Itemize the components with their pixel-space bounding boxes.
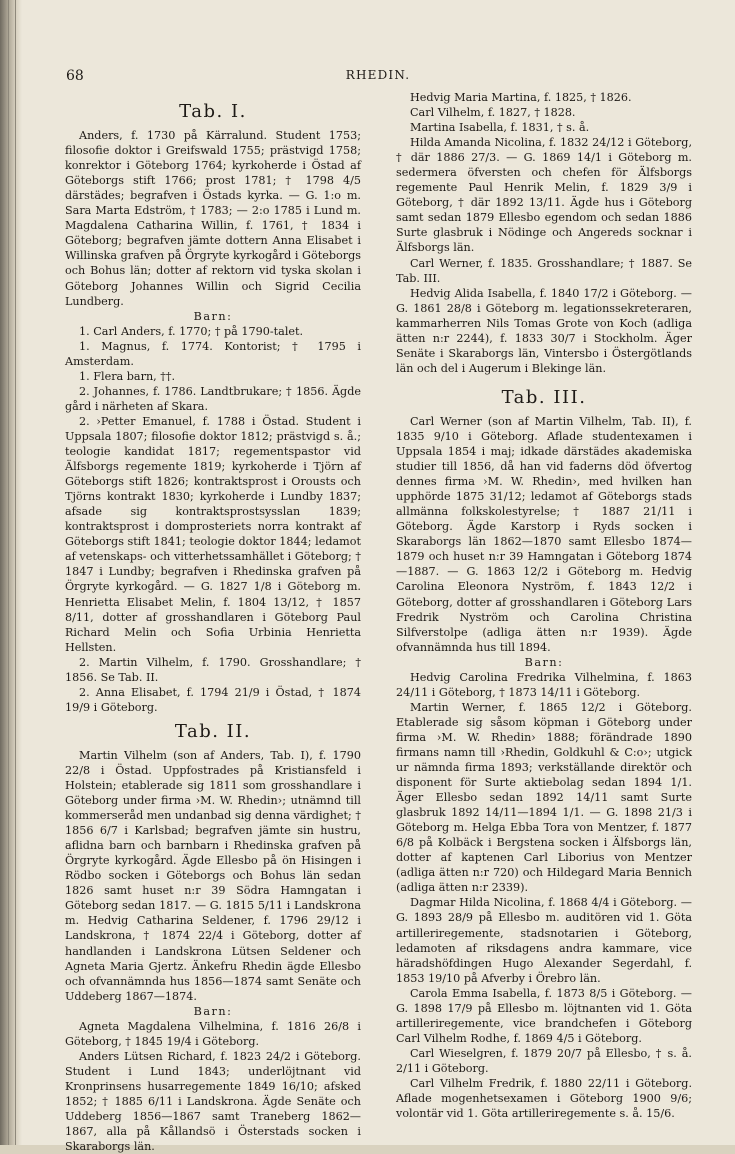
children-label: Barn: bbox=[193, 1004, 233, 1018]
running-title: RHEDIN. bbox=[345, 68, 411, 82]
entry-paragraph: Carl Werner (son af Martin Vilhelm, Tab. II), f. 1835 9/10 i Göteborg. Aflade studentexamen i Uppsala 1854 i maj; idkade därstädes akademiska studier till 1856, då han vid faderns död öfvertog dennes firma ›M. W. Rhedin›, med hvilken han upphörde 1875 31/12; ledamot af Göteborgs stads allmänna folkskolestyrelse; † 1887 21/11 i Göteborg. Ägde Karstorp i Ryds socken i Skaraborgs län 1862—1870 samt Ellesbo 1874—1879 och huset n:r 39 Hamngatan i Göteborg 1874—1887. — G. 1863 12/2 i Göteborg m. Hedvig Carolina Eleonora Nyström, f. 1843 12/2 i Göteborg, dotter af grosshandlaren i Göteborg Lars Fredrik Nyström och Carolina Christina Silfverstolpe (adliga ätten n:r 1939). Ägde ofvannämnda hus till 1894. bbox=[396, 414, 692, 654]
entry-paragraph: Hedvig Alida Isabella, f. 1840 17/2 i Göteborg. — G. 1861 28/8 i Göteborg m. legationssekreteraren, kammarherren Nils Tomas Grote von Koch (adliga ätten n:r 2244), f. 1833 30/7 i Stockholm. Äger Senäte i Skaraborgs län, Vintersbo i Östergötlands län och del i Augerum i Blekinge län. bbox=[396, 286, 692, 375]
entry-paragraph: 2. Johannes, f. 1786. Landtbrukare; † 1856. Ägde gård i närheten af Skara. bbox=[65, 384, 361, 413]
entry-paragraph: 2. Martin Vilhelm, f. 1790. Grosshandlare; † 1856. Se Tab. II. bbox=[65, 655, 361, 684]
entry-paragraph: Hedvig Carolina Fredrika Vilhelmina, f. 1863 24/11 i Göteborg, † 1873 14/11 i Göteborg. bbox=[396, 670, 692, 699]
section-heading: Tab. III. bbox=[501, 386, 587, 408]
entry-paragraph: Martin Werner, f. 1865 12/2 i Göteborg. Etablerade sig såsom köpman i Göteborg under firma ›M. W. Rhedin› 1888; förändrade 1890 firmans namn till ›Rhedin, Goldkuhl & C:o›; utgick ur nämnda firma 1893; verkställande direktör och disponent för Surte aktiebolag sedan 1894 1/1. Äger Ellesbo sedan 1892 14/11 samt Surte glasbruk 1892 14/11—1894 1/1. — G. 1898 21/3 i Göteborg m. Helga Ebba Tora von Mentzer, f. 1877 6/8 på Kolbäck i Bergstena socken i Älfsborgs län, dotter af kaptenen Carl Liborius von Mentzer (adliga ätten n:r 720) och Hildegard Maria Bennich (adliga ätten n:r 2339). bbox=[396, 700, 692, 895]
entry-paragraph: 1. Carl Anders, f. 1770; † på 1790-talet. bbox=[79, 324, 304, 338]
entry-paragraph: Carola Emma Isabella, f. 1873 8/5 i Göteborg. — G. 1898 17/9 på Ellesbo m. löjtnanten vid 1. Göta artilleriregemente, vice brandchefen i Göteborg Carl Vilhelm Rodhe, f. 1869 4/5 i Göteborg. bbox=[396, 986, 692, 1045]
entry-paragraph: Martin Vilhelm (son af Anders, Tab. I), f. 1790 22/8 i Östad. Uppfostrades på Kristiansfeld i Holstein; etablerade sig 1811 som grosshandlare i Göteborg under firma ›M. W. Rhedin›; utnämnd till kommerseråd men undanbad sig denna värdighet; † 1856 6/7 i Karlsbad; begrafven jämte sin hustru, aflidna barn och barnbarn i Rhedinska grafven på Örgryte kyrkogård. Ägde Ellesbo på ön Hisingen i Rödbo socken i Göteborgs och Bohus län sedan 1826 samt huset n:r 39 Södra Hamngatan i Göteborg sedan 1817. — G. 1815 5/11 i Landskrona m. Hedvig Catharina Seldener, f. 1796 29/12 i Landskrona, † 1874 22/4 i Göteborg, dotter af handlanden i Landskrona Lütsen Seldener och Agneta Maria Gjertz. Änkefru Rhedin ägde Ellesbo och ofvannämnda hus 1856—1874 samt Senäte och Uddeberg 1867—1874. bbox=[65, 748, 361, 1003]
entry-paragraph: Dagmar Hilda Nicolina, f. 1868 4/4 i Göteborg. — G. 1893 28/9 på Ellesbo m. auditören vid 1. Göta artilleriregemente, stadsnotarien i Göteborg, ledamoten af riksdagens andra kammare, vice häradshöfdingen Hugo Alexander Segerdahl, f. 1853 19/10 på Afverby i Örebro län. bbox=[396, 896, 692, 985]
right-column bbox=[396, 90, 692, 1121]
entry-paragraph: Carl Vilhelm Fredrik, f. 1880 22/11 i Göteborg. Aflade mogenhetsexamen i Göteborg 1900 9/6; volontär vid 1. Göta artilleriregemente s. å. 15/6. bbox=[396, 1077, 692, 1121]
section-heading: Tab. II. bbox=[174, 720, 252, 742]
page-header bbox=[66, 68, 690, 84]
entry-paragraph: Carl Vilhelm, f. 1827, † 1828. bbox=[410, 106, 576, 120]
entry-paragraph: Martina Isabella, f. 1831, † s. å. bbox=[410, 121, 590, 135]
entry-paragraph: 2. Anna Elisabet, f. 1794 21/9 i Östad, † 1874 19/9 i Göteborg. bbox=[65, 685, 361, 714]
left-column bbox=[65, 90, 361, 1154]
entry-paragraph: Carl Werner, f. 1835. Grosshandlare; † 1887. Se Tab. III. bbox=[396, 256, 692, 285]
entry-paragraph: Hilda Amanda Nicolina, f. 1832 24/12 i Göteborg, † där 1886 27/3. — G. 1869 14/1 i Göteborg m. sedermera öfversten och chefen för Älfsborgs regemente Paul Henrik Melin, f. 1829 3/9 i Göteborg, † där 1892 13/11. Ägde hus i Göteborg samt sedan 1879 Ellesbo egendom och sedan 1886 Surte glasbruk i Nödinge och Angereds socknar i Älfsborgs län. bbox=[396, 136, 692, 255]
children-label: Barn: bbox=[193, 309, 233, 323]
entry-paragraph: Anders Lütsen Richard, f. 1823 24/2 i Göteborg. Student i Lund 1843; underlöjtnant vid Kronprinsens husarregemente 1849 16/10; afsked 1852; † 1885 6/11 i Landskrona. Ägde Senäte och Uddeberg 1856—1867 samt Traneberg 1862—1867, alla på Kållandsö i Österstads socken i Skaraborgs län. bbox=[65, 1049, 361, 1154]
binding-line bbox=[15, 0, 16, 1145]
children-label: Barn: bbox=[524, 655, 564, 669]
entry-paragraph: 2. ›Petter Emanuel, f. 1788 i Östad. Student i Uppsala 1807; filosofie doktor 1812; prästvigd s. å.; teologie kandidat 1817; regementspastor vid Älfsborgs regemente 1819; kyrkoherde i Tjörn af Göteborgs stift 1826; kontraktsprost i Orousts och Tjörns kontrakt 1830; kyrkoherde i Lundby 1837; afsade sig kontraktsprostsysslan 1839; kontraktsprost i domprosteriets norra kontrakt af Göteborgs stift 1841; teologie doktor 1844; ledamot af vetenskaps- och vitterhetssamhället i Göteborg; † 1847 i Lundby; begrafven i Rhedinska grafven på Örgryte kyrkogård. — G. 1827 1/8 i Göteborg m. Henrietta Elisabet Melin, f. 1804 13/12, † 1857 8/11, dotter af grosshandlaren i Göteborg Paul Richard Melin och Sofia Urbinia Henrietta Hellsten. bbox=[65, 414, 361, 654]
entry-paragraph: Hedvig Maria Martina, f. 1825, † 1826. bbox=[410, 91, 632, 104]
entry-paragraph: Anders, f. 1730 på Kärralund. Student 1753; filosofie doktor i Greifswald 1755; prästvigd 1758; konrektor i Göteborg 1764; kyrkoherde i Östad af Göteborgs stift 1766; prost 1781; † 1798 4/5 därstädes; begrafven i Östads kyrka. — G. 1:o m. Sara Marta Edström, † 1783; — 2:o 1785 i Lund m. Magdalena Catharina Willin, f. 1761, † 1834 i Göteborg; begrafven jämte dottern Anna Elisabet i Willinska grafven på Örgryte kyrkogård i Göteborgs och Bohus län; dotter af rektorn vid tyska skolan i Göteborg Johannes Willin och Sigrid Cecilia Lundberg. bbox=[65, 129, 361, 308]
entry-paragraph: Agneta Magdalena Vilhelmina, f. 1816 26/8 i Göteborg, † 1845 19/4 i Göteborg. bbox=[65, 1019, 361, 1048]
binding-line bbox=[8, 0, 9, 1145]
entry-paragraph: 1. Flera barn, ††. bbox=[79, 369, 176, 383]
page-binding-shadow bbox=[0, 0, 22, 1145]
entry-paragraph: Carl Wieselgren, f. 1879 20/7 på Ellesbo, † s. å. 2/11 i Göteborg. bbox=[396, 1046, 692, 1075]
section-heading: Tab. I. bbox=[179, 101, 247, 122]
entry-paragraph: 1. Magnus, f. 1774. Kontorist; † 1795 i Amsterdam. bbox=[65, 339, 361, 368]
page-number: 68 bbox=[66, 68, 84, 84]
